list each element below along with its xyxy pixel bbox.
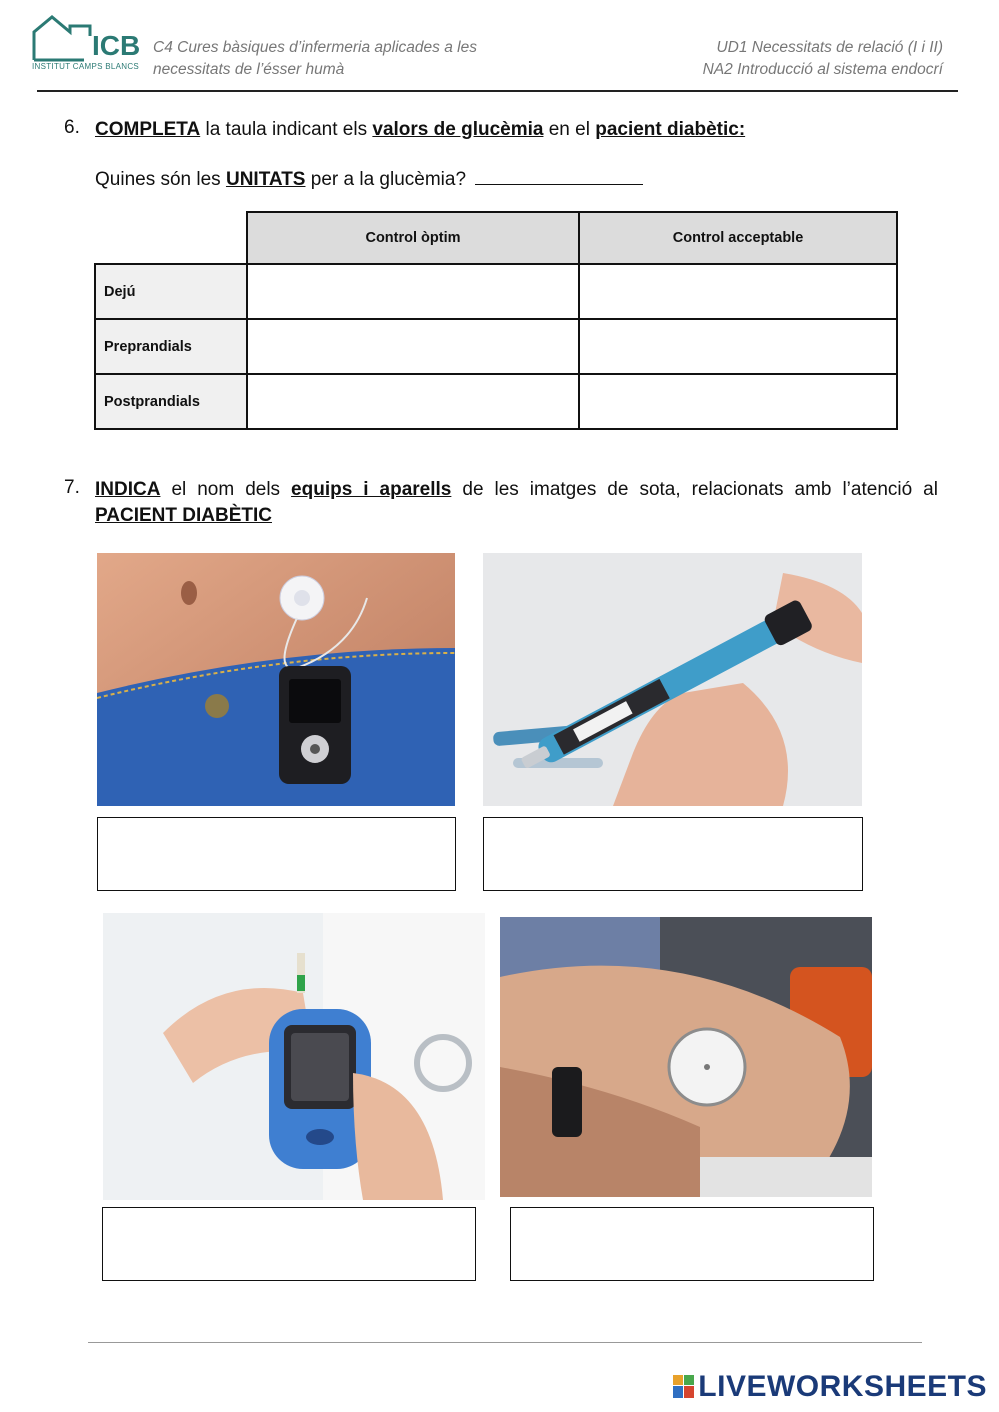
q6-keyword-pacient: pacient diabètic: xyxy=(595,119,746,140)
header-unit xyxy=(703,37,943,81)
insulin-pen-image xyxy=(483,553,862,806)
cell-preprandials-acceptable[interactable] xyxy=(579,319,897,374)
header-unit-line2: NA2 Introducció al sistema endocrí xyxy=(702,61,943,78)
table-row xyxy=(95,319,897,374)
q7-keyword-pacient: PACIENT DIABÈTIC xyxy=(95,505,272,526)
q7-keyword-equips: equips i aparells xyxy=(291,479,452,500)
q7-keyword-indica: INDICA xyxy=(95,479,161,500)
glucometer-image xyxy=(103,913,485,1200)
q7-text-1: el nom dels xyxy=(160,479,292,500)
table-corner xyxy=(95,212,247,264)
answer-box-4[interactable] xyxy=(510,1207,874,1281)
header-course-line2: necessitats de l’ésser humà xyxy=(153,61,345,78)
table-row xyxy=(95,264,897,319)
liveworksheets-logo xyxy=(673,1370,987,1404)
col-header-optimal: Control òptim xyxy=(247,212,579,264)
q6-text-2: en el xyxy=(543,119,596,140)
answer-box-1[interactable] xyxy=(97,817,456,891)
cell-deju-acceptable[interactable] xyxy=(579,264,897,319)
q7-text-2: de les imatges de sota, relacionats amb l’atenció al xyxy=(451,479,938,500)
header-divider xyxy=(37,90,958,92)
row-header-deju: Dejú xyxy=(95,264,247,319)
insulin-pump-image xyxy=(97,553,455,806)
q6-keyword-completa: COMPLETA xyxy=(95,119,201,140)
answer-box-2[interactable] xyxy=(483,817,863,891)
question-7-text xyxy=(95,477,938,529)
cell-preprandials-optimal[interactable] xyxy=(247,319,579,374)
glycemia-table xyxy=(94,211,898,430)
col-header-acceptable: Control acceptable xyxy=(579,212,897,264)
units-text-post: per a la glucèmia? xyxy=(305,169,467,190)
logo-text: ICB xyxy=(92,30,141,61)
q6-keyword-valors: valors de glucèmia xyxy=(372,119,544,140)
row-header-preprandials: Preprandials xyxy=(95,319,247,374)
header-unit-line1: UD1 Necessitats de relació (I i II) xyxy=(716,39,943,56)
answer-box-3[interactable] xyxy=(102,1207,476,1281)
units-answer-blank[interactable] xyxy=(475,164,643,185)
logo-subtext: INSTITUT CAMPS BLANCS xyxy=(32,62,140,71)
units-question xyxy=(95,164,643,193)
cell-postprandials-optimal[interactable] xyxy=(247,374,579,429)
cell-deju-optimal[interactable] xyxy=(247,264,579,319)
cell-postprandials-acceptable[interactable] xyxy=(579,374,897,429)
glucose-sensor-image xyxy=(500,917,872,1197)
question-7-number: 7. xyxy=(64,477,80,498)
header-course-line1: C4 Cures bàsiques d’infermeria aplicades a les xyxy=(153,39,477,56)
question-6-number: 6. xyxy=(64,117,80,138)
school-logo xyxy=(32,14,142,80)
header-course xyxy=(153,37,477,81)
liveworksheets-blocks-icon xyxy=(673,1375,695,1399)
liveworksheets-brand: LIVEWORKSHEETS xyxy=(698,1370,987,1403)
units-keyword: UNITATS xyxy=(225,169,306,190)
q6-text-1: la taula indicant els xyxy=(200,119,373,140)
row-header-postprandials: Postprandials xyxy=(95,374,247,429)
units-text-pre: Quines són les xyxy=(95,169,226,190)
question-6-text xyxy=(95,117,745,143)
table-row xyxy=(95,374,897,429)
footer-divider xyxy=(88,1342,922,1343)
